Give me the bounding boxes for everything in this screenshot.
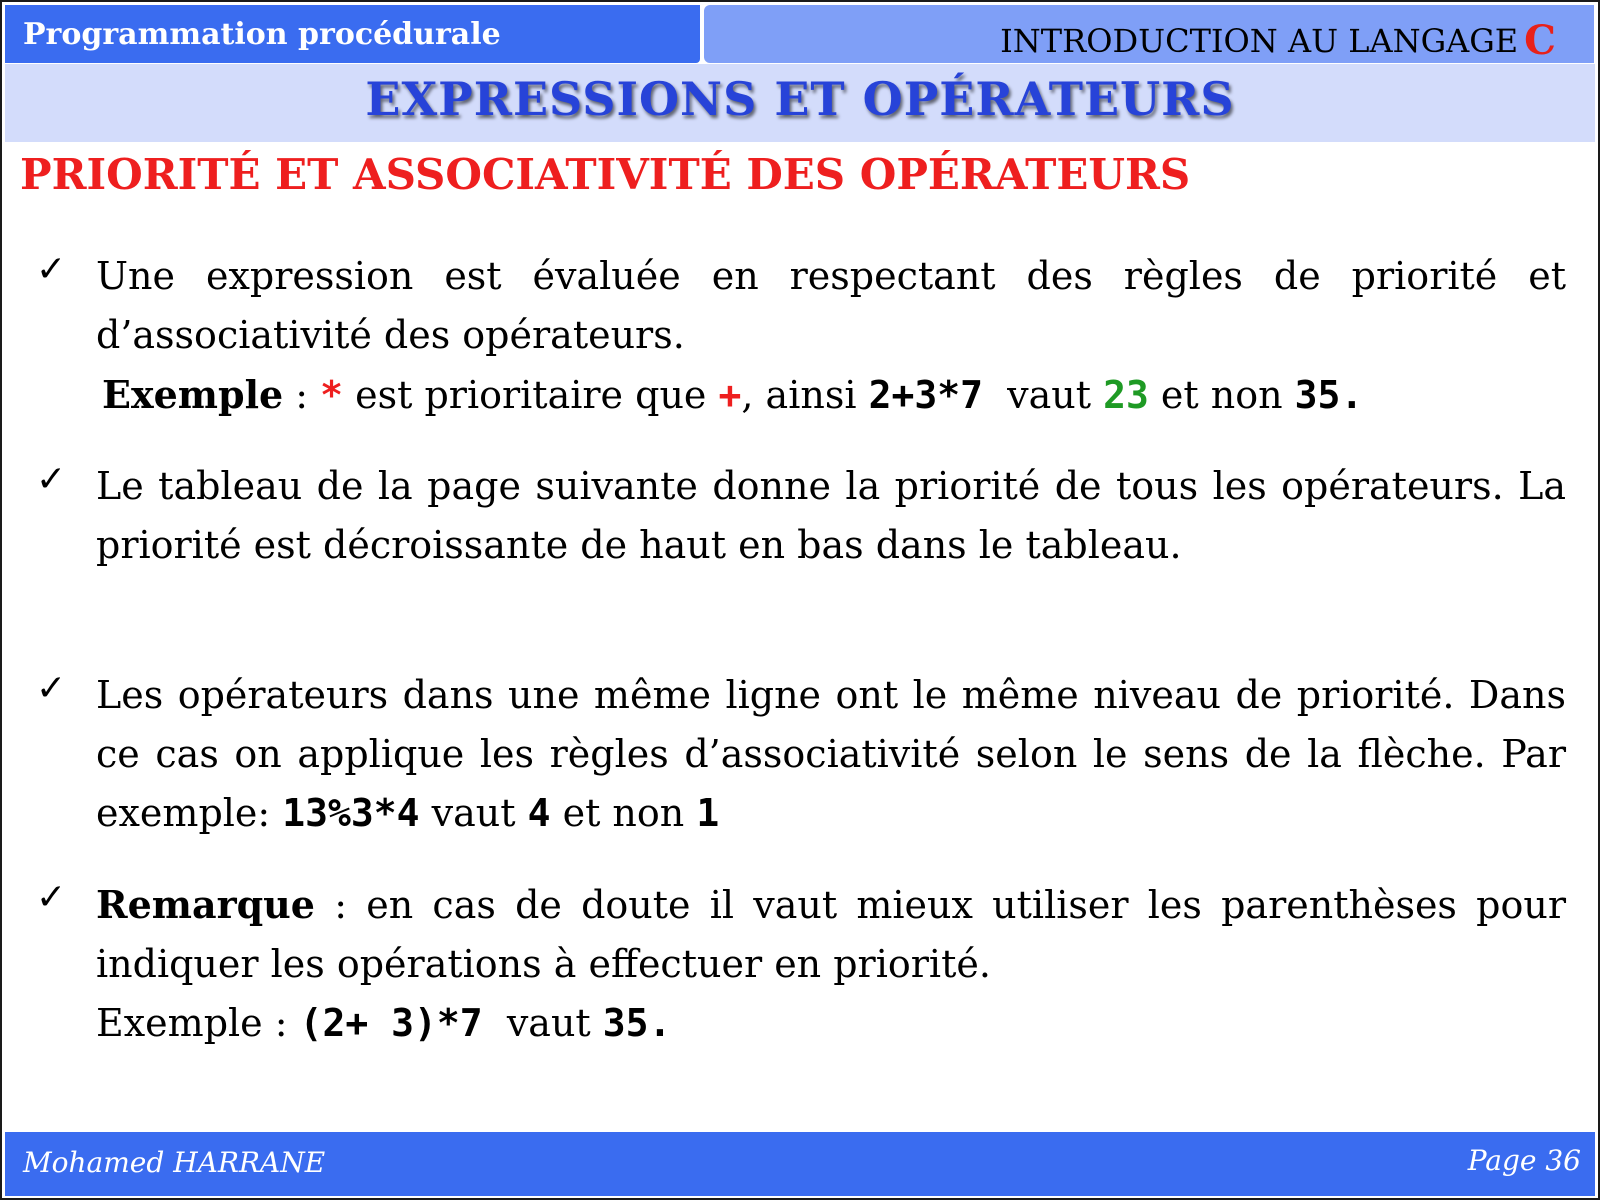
example-expression: 2+3*7 [868, 373, 983, 417]
bullet-4-example-prefix: Exemple : [96, 1001, 300, 1045]
bullet-1-text [96, 247, 1566, 365]
slide-title: EXPRESSIONS ET OPÉRATEURS [365, 72, 1235, 126]
bullet-3 [36, 666, 1566, 843]
course-banner [5, 5, 700, 63]
bullet-1 [36, 247, 1566, 425]
operator-multiply: * [320, 373, 344, 417]
author-name: Mohamed HARRANE [23, 1146, 326, 1179]
chapter-title [1000, 15, 1556, 62]
bullet-1-example [96, 365, 1566, 425]
course-title: Programmation procédurale [23, 17, 501, 52]
section-heading: PRIORITÉ ET ASSOCIATIVITÉ DES OPÉRATEURS [20, 150, 1191, 199]
bullet-3-text [96, 666, 1566, 843]
check-icon: ✓ [36, 459, 67, 500]
bullet-4-expression: (2+ 3)*7 [299, 1001, 483, 1045]
bullet-1-body: Une expression est évaluée en respectant des règles de priorité et d’associativité des opérateurs. [96, 254, 1566, 357]
remark-label: Remarque [96, 882, 315, 927]
bullet-4-text [96, 875, 1566, 994]
bullet-3-expression: 13%3*4 [282, 791, 420, 835]
example-wrong-result: 35. [1294, 373, 1364, 417]
bullet-3-body: Les opérateurs dans une même ligne ont le même niveau de priorité. Dans ce cas on applique les règles d’associativité selon le sens de la flèche. Par exemple: [96, 673, 1566, 835]
example-text-3: vaut [982, 373, 1104, 417]
bullet-4 [36, 875, 1566, 1053]
example-text-4: et non [1148, 373, 1295, 417]
check-icon: ✓ [36, 877, 67, 918]
bullet-2 [36, 457, 1566, 575]
bullet-3-wrong-result: 1 [696, 791, 720, 835]
example-separator: : [283, 373, 321, 417]
chapter-title-text: INTRODUCTION AU LANGAGE [1000, 22, 1519, 60]
chapter-banner [704, 5, 1594, 63]
bullet-3-text-2: vaut [419, 791, 528, 835]
bullet-3-result: 4 [527, 791, 551, 835]
page-number: Page 36 [1467, 1144, 1581, 1177]
bullet-4-result: 35. [602, 1001, 672, 1045]
bullet-4-text-2: vaut [482, 1001, 603, 1045]
example-result: 23 [1103, 373, 1149, 417]
title-band [5, 64, 1595, 142]
bullet-4-body: : en cas de doute il vaut mieux utiliser les parenthèses pour indiquer les opérations à effectuer en priorité. [96, 883, 1566, 986]
operator-plus: + [718, 373, 742, 417]
check-icon: ✓ [36, 668, 67, 709]
chapter-letter: C [1524, 17, 1556, 64]
bullet-2-text: Le tableau de la page suivante donne la priorité de tous les opérateurs. La priorité est décroissante de haut en bas dans le tableau. [96, 464, 1566, 567]
bullet-4-example [96, 994, 1566, 1053]
check-icon: ✓ [36, 249, 67, 290]
example-text-1: est prioritaire que [343, 373, 719, 417]
bullet-3-text-3: et non [550, 791, 697, 835]
example-label: Exemple [102, 372, 284, 417]
example-text-2: , ainsi [741, 373, 869, 417]
footer-bar [5, 1132, 1595, 1196]
